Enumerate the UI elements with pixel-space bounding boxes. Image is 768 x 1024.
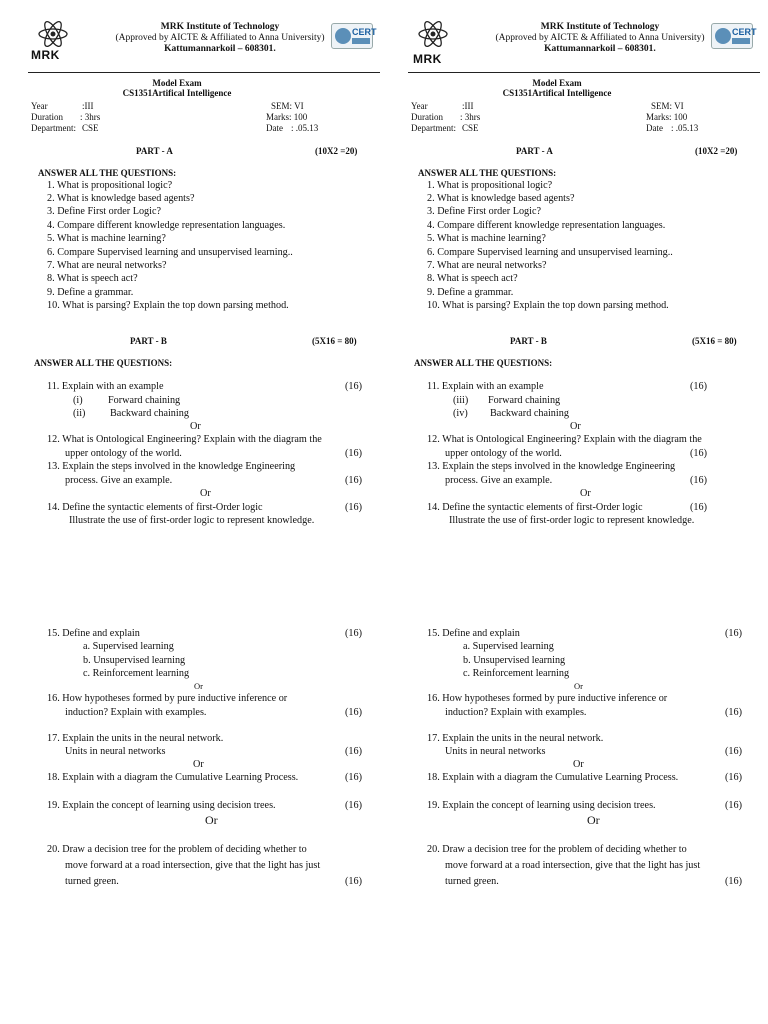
- q19-marks: (16): [345, 800, 362, 811]
- q19-text: 19. Explain the concept of learning using decision trees.: [427, 800, 656, 811]
- part-a-marks: (10X2 =20): [695, 146, 738, 156]
- institute-approval: (Approved by AICTE & Affiliated to Anna University): [115, 33, 325, 43]
- institute-name: MRK Institute of Technology: [540, 22, 660, 32]
- q14-text: Illustrate the use of first-order logic to represent knowledge.: [449, 515, 695, 526]
- or-separator: Or: [200, 488, 211, 499]
- q17-text: Units in neural networks: [445, 746, 546, 757]
- exam-title: Model Exam: [532, 78, 582, 88]
- q15-sub-item: a. Supervised learning: [83, 641, 174, 652]
- q17-marks: (16): [345, 746, 362, 757]
- q16-marks: (16): [345, 707, 362, 718]
- institute-approval: (Approved by AICTE & Affiliated to Anna University): [495, 33, 705, 43]
- part-a-question: 10. What is parsing? Explain the top down parsing method.: [47, 300, 289, 311]
- q20-marks: (16): [345, 876, 362, 887]
- sem-info: SEM: VI: [651, 101, 684, 111]
- department-label: Department:: [411, 123, 456, 133]
- q20-text: turned green.: [445, 876, 499, 887]
- part-a-question: 8. What is speech act?: [427, 273, 518, 284]
- q11-text: 11. Explain with an example: [427, 381, 544, 392]
- part-a-question: 6. Compare Supervised learning and unsupervised learning..: [427, 247, 673, 258]
- duration-label: Duration: [31, 112, 63, 122]
- part-a-marks: (10X2 =20): [315, 146, 358, 156]
- cert-badge-icon: CERT: [331, 23, 373, 49]
- part-a-question: 9. Define a grammar.: [427, 287, 514, 298]
- part-a-question: 4. Compare different knowledge representation languages.: [427, 220, 666, 231]
- q14-marks: (16): [345, 502, 362, 513]
- q14-text: 14. Define the syntactic elements of first-Order logic: [427, 502, 643, 513]
- department-value: CSE: [462, 123, 479, 133]
- exam-subject: CS1351Artifical Intelligence: [122, 88, 232, 98]
- part-b-marks: (5X16 = 80): [312, 336, 357, 346]
- q19-text: 19. Explain the concept of learning using decision trees.: [47, 800, 276, 811]
- q17-text: 17. Explain the units in the neural network.: [427, 733, 604, 744]
- part-a-question: 2. What is knowledge based agents?: [47, 193, 195, 204]
- q12-marks: (16): [345, 448, 362, 459]
- q11-sub-item: Forward chaining: [488, 395, 561, 406]
- or-separator: Or: [193, 759, 204, 770]
- q11-sub-number: (ii): [73, 408, 86, 419]
- institute-address: Kattumannarkoil – 608301.: [544, 44, 656, 54]
- q15-marks: (16): [725, 628, 742, 639]
- part-b-instruction: ANSWER ALL THE QUESTIONS:: [34, 358, 173, 368]
- q13-marks: (16): [345, 475, 362, 486]
- part-a-instruction: ANSWER ALL THE QUESTIONS:: [418, 168, 557, 178]
- q20-text: 20. Draw a decision tree for the problem of deciding whether to: [427, 844, 687, 855]
- q14-text: 14. Define the syntactic elements of first-Order logic: [47, 502, 263, 513]
- q11-marks: (16): [345, 381, 362, 392]
- marks-info: Marks: 100: [646, 112, 688, 122]
- department-value: CSE: [82, 123, 99, 133]
- q18-marks: (16): [345, 772, 362, 783]
- part-a-question: 2. What is knowledge based agents?: [427, 193, 575, 204]
- q15-marks: (16): [345, 628, 362, 639]
- logo-wordmark: MRK: [413, 52, 442, 66]
- q16-text: 16. How hypotheses formed by pure inductive inference or: [427, 693, 668, 704]
- date-value: : .05.13: [291, 123, 319, 133]
- year-label: Year: [411, 101, 428, 111]
- q16-text: induction? Explain with examples.: [65, 707, 207, 718]
- institute-name: MRK Institute of Technology: [160, 22, 280, 32]
- q12-text: 12. What is Ontological Engineering? Explain with the diagram the: [427, 434, 702, 445]
- part-a-question: 7. What are neural networks?: [427, 260, 547, 271]
- or-separator: Or: [587, 813, 600, 827]
- part-a-instruction: ANSWER ALL THE QUESTIONS:: [38, 168, 177, 178]
- marks-info: Marks: 100: [266, 112, 308, 122]
- duration-value: : 3hrs: [460, 112, 481, 122]
- part-a-question: 9. Define a grammar.: [47, 287, 134, 298]
- q15-sub-item: b. Unsupervised learning: [463, 655, 566, 666]
- part-a-question: 6. Compare Supervised learning and unsupervised learning..: [47, 247, 293, 258]
- q15-sub-item: b. Unsupervised learning: [83, 655, 186, 666]
- part-a-title: PART - A: [516, 146, 553, 156]
- q17-text: 17. Explain the units in the neural network.: [47, 733, 224, 744]
- q20-text: move forward at a road intersection, give that the light has just: [445, 860, 701, 871]
- q20-text: turned green.: [65, 876, 119, 887]
- q17-text: Units in neural networks: [65, 746, 166, 757]
- or-separator: Or: [205, 813, 218, 827]
- q13-text: 13. Explain the steps involved in the knowledge Engineering: [427, 461, 676, 472]
- q18-text: 18. Explain with a diagram the Cumulative Learning Process.: [47, 772, 299, 783]
- part-a-question: 1. What is propositional logic?: [427, 180, 553, 191]
- part-a-question: 1. What is propositional logic?: [47, 180, 173, 191]
- part-a-question: 10. What is parsing? Explain the top down parsing method.: [427, 300, 669, 311]
- date-label: Date: [646, 123, 663, 133]
- part-a-question: 7. What are neural networks?: [47, 260, 167, 271]
- q16-marks: (16): [725, 707, 742, 718]
- q19-marks: (16): [725, 800, 742, 811]
- q18-text: 18. Explain with a diagram the Cumulative Learning Process.: [427, 772, 679, 783]
- or-separator: Or: [580, 488, 591, 499]
- q15-sub-item: a. Supervised learning: [463, 641, 554, 652]
- q11-text: 11. Explain with an example: [47, 381, 164, 392]
- q11-sub-number: (iv): [453, 408, 468, 419]
- q13-text: process. Give an example.: [445, 475, 553, 486]
- institute-address: Kattumannarkoil – 608301.: [164, 44, 276, 54]
- q11-sub-number: (i): [73, 395, 83, 406]
- q15-sub-item: c. Reinforcement learning: [83, 668, 190, 679]
- q13-text: process. Give an example.: [65, 475, 173, 486]
- or-separator: Or: [190, 421, 201, 432]
- exam-title: Model Exam: [152, 78, 202, 88]
- year-value: :III: [462, 101, 474, 111]
- part-a-question: 4. Compare different knowledge representation languages.: [47, 220, 286, 231]
- q15-text: 15. Define and explain: [47, 628, 140, 639]
- exam-copy-right: [380, 0, 764, 1024]
- or-separator: Or: [194, 681, 203, 691]
- q11-marks: (16): [690, 381, 707, 392]
- or-separator: Or: [573, 759, 584, 770]
- q11-sub-number: (iii): [453, 395, 469, 406]
- q20-text: move forward at a road intersection, give that the light has just: [65, 860, 321, 871]
- part-a-question: 8. What is speech act?: [47, 273, 138, 284]
- part-a-title: PART - A: [136, 146, 173, 156]
- part-b-instruction: ANSWER ALL THE QUESTIONS:: [414, 358, 553, 368]
- q16-text: 16. How hypotheses formed by pure inductive inference or: [47, 693, 288, 704]
- part-b-title: PART - B: [510, 336, 547, 346]
- q17-marks: (16): [725, 746, 742, 757]
- year-label: Year: [31, 101, 48, 111]
- part-a-question: 3. Define First order Logic?: [47, 206, 162, 217]
- logo-wordmark: MRK: [31, 48, 60, 62]
- or-separator: Or: [570, 421, 581, 432]
- q11-sub-item: Forward chaining: [108, 395, 181, 406]
- department-label: Department:: [31, 123, 76, 133]
- header-divider: [408, 72, 760, 73]
- header-divider: [28, 72, 380, 73]
- q16-text: induction? Explain with examples.: [445, 707, 587, 718]
- part-a-question: 3. Define First order Logic?: [427, 206, 542, 217]
- q20-marks: (16): [725, 876, 742, 887]
- q12-text: upper ontology of the world.: [65, 448, 182, 459]
- q12-marks: (16): [690, 448, 707, 459]
- cert-badge-icon: CERT: [711, 23, 753, 49]
- exam-subject: CS1351Artifical Intelligence: [502, 88, 612, 98]
- q20-text: 20. Draw a decision tree for the problem of deciding whether to: [47, 844, 307, 855]
- part-b-title: PART - B: [130, 336, 167, 346]
- q14-text: Illustrate the use of first-order logic to represent knowledge.: [69, 515, 315, 526]
- part-a-question: 5. What is machine learning?: [47, 233, 166, 244]
- q15-text: 15. Define and explain: [427, 628, 520, 639]
- sem-info: SEM: VI: [271, 101, 304, 111]
- q12-text: 12. What is Ontological Engineering? Explain with the diagram the: [47, 434, 322, 445]
- part-b-marks: (5X16 = 80): [692, 336, 737, 346]
- duration-label: Duration: [411, 112, 443, 122]
- date-label: Date: [266, 123, 283, 133]
- q11-sub-item: Backward chaining: [110, 408, 189, 419]
- q11-sub-item: Backward chaining: [490, 408, 569, 419]
- part-a-question: 5. What is machine learning?: [427, 233, 546, 244]
- duration-value: : 3hrs: [80, 112, 101, 122]
- q18-marks: (16): [725, 772, 742, 783]
- year-value: :III: [82, 101, 94, 111]
- q15-sub-item: c. Reinforcement learning: [463, 668, 570, 679]
- q13-text: 13. Explain the steps involved in the knowledge Engineering: [47, 461, 296, 472]
- or-separator: Or: [574, 681, 583, 691]
- q12-text: upper ontology of the world.: [445, 448, 562, 459]
- date-value: : .05.13: [671, 123, 699, 133]
- q13-marks: (16): [690, 475, 707, 486]
- q14-marks: (16): [690, 502, 707, 513]
